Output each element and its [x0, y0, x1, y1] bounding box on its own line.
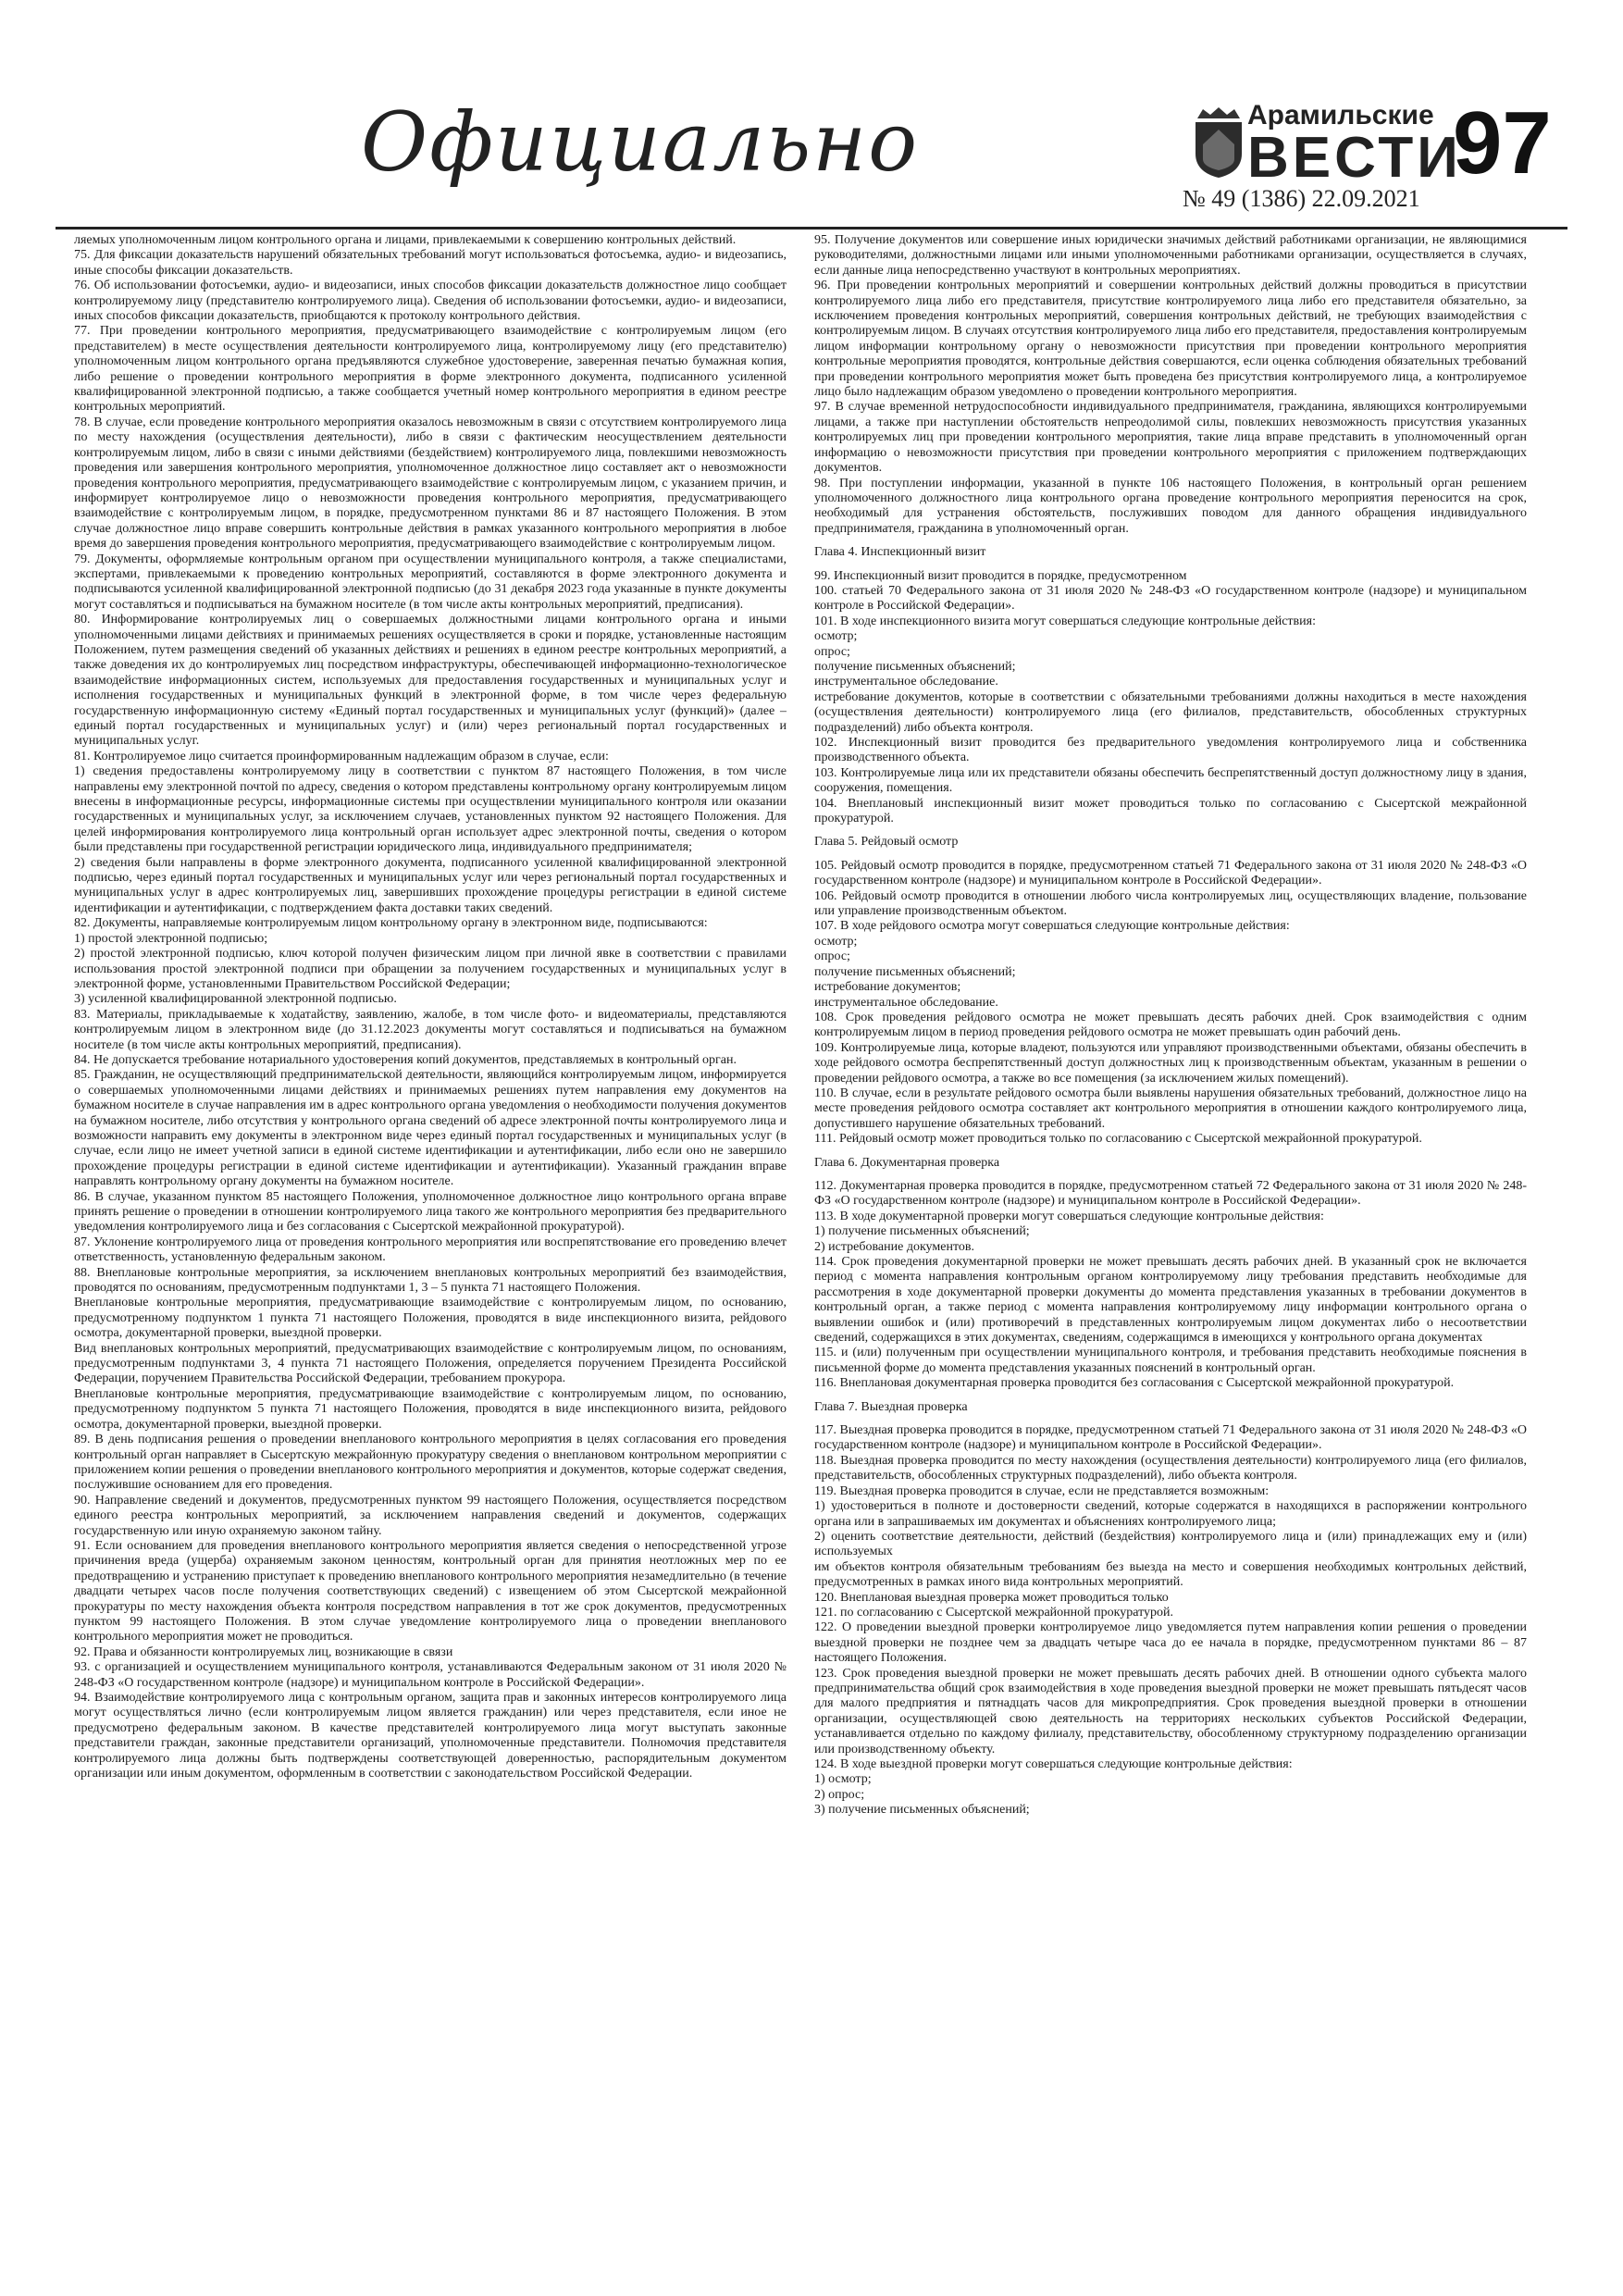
paragraph: опрос; — [814, 949, 850, 964]
page-number: 97 — [1453, 93, 1552, 192]
paragraph: 1) простой электронной подписью; — [74, 931, 268, 946]
paragraph: 100. статьей 70 Федерального закона от 31 июля 2020 № 248-ФЗ «О государственном контроле (надзоре) и муниципальном контроле в Российской Федерации». — [814, 583, 1527, 614]
paragraph: получение письменных объяснений; — [814, 659, 1016, 674]
masthead — [56, 56, 1567, 230]
paragraph: осмотр; — [814, 934, 858, 949]
paragraph: истребование документов, которые в соответствии с обязательными требованиями должны находиться в месте нахождения (осуществления деятельности) контролируемого лица (его филиалов, представительств, обособленных структурных подразделений) либо объекта контроля. — [814, 689, 1527, 735]
paragraph: Внеплановые контрольные мероприятия, предусматривающие взаимодействие с контролируемым лицом, по основанию, предусмотренному подпунктом 5 пункта 71 настоящего Положения, проводятся в виде инспекционного визита, рейдового осмотра, документарной проверки, выездной проверки. — [74, 1386, 787, 1432]
paragraph: 118. Выездная проверка проводится по месту нахождения (осуществления деятельности) контролируемого лица (его филиалов, представительств, обособленных структурных подразделений), либо объекта контроля. — [814, 1453, 1527, 1483]
paragraph: 94. Взаимодействие контролируемого лица с контрольным органом, защита прав и законных интересов контролируемого лица могут осуществляться лично (если контролируемым лицом является гражданин) или через представителя, если иное не предусмотрено федеральным законом. В качестве представителей контролируемого лица могут выступать законные представители граждан, законные представители организаций, уполномоченные представители. Полномочия представителя контролируемого лица должны быть подтверждены соответствующей доверенностью, распорядительным документом организации или иным документом, оформленным в соответствии с законодательством Российской Федерации. — [74, 1691, 787, 1781]
paragraph: 77. При проведении контрольного мероприятия, предусматривающего взаимодействие с контролируемым лицом (его представителем) в месте осуществления деятельности контролируемого лица, контролируемому лицу (его представителю) уполномоченным лицом контрольного органа предъявляются служебное удостоверение, заверенная печатью бумажная копия, либо решение о проведении контрольного мероприятия в форме электронного документа, подписанного усиленной квалифицированной электронной подписью, а также сообщается учетный номер контрольного мероприятия в едином реестре контрольных мероприятий. — [74, 324, 787, 415]
chapter-heading: Глава 6. Документарная проверка — [814, 1155, 1000, 1170]
paragraph: 2) истребование документов. — [814, 1239, 974, 1254]
paragraph: 101. В ходе инспекционного визита могут совершаться следующие контрольные действия: — [814, 614, 1316, 628]
paragraph: 104. Внеплановый инспекционный визит может проводиться только по согласованию с Сысертской межрайонной прокуратурой. — [814, 796, 1527, 826]
paragraph: 2) простой электронной подписью, ключ которой получен физическим лицом при личной явке в соответствии с правилами использования простой электронной подписи при обращении за получением государственных и муниципальных услуг в электронной форме, установленными Правительством Российской Федерации; — [74, 947, 787, 991]
paragraph: 75. Для фиксации доказательств нарушений обязательных требований могут использоваться фотосъемка, аудио- и видеозапись, иные способы фиксации доказательств. — [74, 248, 787, 278]
paragraph: 122. О проведении выездной проверки контролируемое лицо уведомляется путем направления копии решения о проведении выездной проверки не позднее чем за двадцать четыре часа до ее начала в порядке, предусмотренном пунктами 86 – 87 настоящего Положения. — [814, 1620, 1527, 1666]
paragraph: 84. Не допускается требование нотариального удостоверения копий документов, представляемых в контрольный орган. — [74, 1052, 737, 1067]
paragraph: 120. Внеплановая выездная проверка может проводиться только — [814, 1590, 1169, 1605]
paragraph: 112. Документарная проверка проводится в порядке, предусмотренном статьей 72 Федерального закона от 31 июля 2020 № 248-ФЗ «О государственном контроле (надзоре) и муниципальном контроле в Российской Федерации». — [814, 1178, 1527, 1209]
paragraph: 115. и (или) полученным при осуществлении муниципального контроля, и требования представить необходимые пояснения в письменной форме до момента представления указанных пояснений в контрольный орган. — [814, 1346, 1527, 1375]
paragraph: 105. Рейдовый осмотр проводится в порядке, предусмотренном статьей 71 Федерального закона от 31 июля 2020 № 248-ФЗ «О государственном контроле (надзоре) и муниципальном контроле в Российской Федерации». — [814, 858, 1527, 888]
paragraph: 111. Рейдовый осмотр может проводиться только по согласованию с Сысертской межрайонной прокуратурой. — [814, 1132, 1422, 1147]
paragraph: получение письменных объяснений; — [814, 964, 1016, 979]
logo-main-text: ВЕСТИ — [1247, 126, 1462, 190]
section-title: Официально — [361, 94, 920, 190]
paragraph: 1) получение письменных объяснений; — [814, 1224, 1030, 1239]
paragraph: 93. с организацией и осуществлением муниципального контроля, устанавливаются Федеральным законом от 31 июля 2020 № 248-ФЗ «О государственном контроле (надзоре) и муниципальном контроле в Российской Федерации». — [74, 1660, 787, 1690]
paragraph: ляемых уполномоченным лицом контрольного органа и лицами, привлекаемыми к совершению контрольных действий. — [74, 233, 737, 247]
paragraph: 2) оценить соответствие деятельности, действий (бездействия) контролируемого лица и (или) принадлежащих ему и (или) используемых — [814, 1529, 1527, 1559]
paragraph: осмотр; — [814, 629, 858, 644]
paragraph: 113. В ходе документарной проверки могут совершаться следующие контрольные действия: — [814, 1209, 1324, 1223]
left-column — [74, 233, 787, 2260]
paragraph: 95. Получение документов или совершение иных юридически значимых действий работниками организации, не являющимися руководителями, должностными лицами или иными уполномоченными работниками организации, осуществляется в случаях, если данные лица непосредственно участвуют в контрольных мероприятиях. — [814, 233, 1527, 278]
paragraph: 123. Срок проведения выездной проверки не может превышать десять рабочих дней. В отношении одного субъекта малого предпринимательства общий срок взаимодействия в ходе проведения выездной проверки не может превышать пятьдесят часов для малого предприятия и пятнадцать часов для микропредприятия. Срок проведения выездной проверки в отношении организации, осуществляющей свою деятельность на территориях нескольких субъектов Российской Федерации, устанавливается отдельно по каждому филиалу, представительству, обособленному структурному подразделению организации или производственному объекту. — [814, 1666, 1527, 1756]
paragraph: 108. Срок проведения рейдового осмотра не может превышать десять рабочих дней. Срок взаимодействия с одним контролируемым лицом в период проведения рейдового осмотра не может превышать один рабочий день. — [814, 1010, 1527, 1040]
paragraph: 82. Документы, направляемые контролируемым лицом контрольному органу в электронном виде, подписываются: — [74, 916, 708, 931]
paragraph: 98. При поступлении информации, указанной в пункте 106 настоящего Положения, в контрольный орган решением уполномоченного должностного лица контрольного органа проведение контрольного мероприятия переносится на срок, необходимый для устранения обстоятельств, послуживших поводом для данного обращения индивидуального предпринимателя, гражданина в уполномоченный орган. — [814, 476, 1527, 536]
chapter-heading: Глава 7. Выездная проверка — [814, 1399, 968, 1414]
paragraph: 99. Инспекционный визит проводится в порядке, предусмотренном — [814, 568, 1187, 583]
paragraph: 102. Инспекционный визит проводится без предварительного уведомления контролируемого лица и собственника производственного объекта. — [814, 736, 1527, 765]
chapter-heading: Глава 5. Рейдовый осмотр — [814, 835, 959, 850]
chapter-heading: Глава 4. Инспекционный визит — [814, 545, 986, 560]
paragraph: 1) осмотр; — [814, 1772, 872, 1787]
paragraph: 1) сведения предоставлены контролируемому лицу в соответствии с пунктом 87 настоящего Положения, в том числе направлены ему электронной почтой по адресу, сведения о котором представлены контрольному органу контролируемым лицом внесены в информационные ресурсы, информационные системы при осуществлении муниципального контроля или оказании государственных и муниципальных услуг, за исключением случаев, установленных пунктом 92 настоящего Положения. Для целей информирования контролируемого лица контрольный орган использует адрес электронной почты, сведения о котором были представлены при государственной регистрации юридического лица, индивидуального предпринимателя; — [74, 764, 787, 855]
paragraph: 103. Контролируемые лица или их представители обязаны обеспечить беспрепятственный доступ должностному лицу в здания, сооружения, помещения. — [814, 765, 1527, 796]
paragraph: опрос; — [814, 644, 850, 659]
paragraph: 89. В день подписания решения о проведении внепланового контрольного мероприятия в целях согласования его проведения контрольный орган направляет в Сысертскую межрайонную прокуратуру сведения о внеплановом контрольном мероприятии с приложением копии решения о проведении внепланового контрольного мероприятия и документов, которые содержат сведения, послужившие основанием для его проведения. — [74, 1433, 787, 1493]
paragraph: 110. В случае, если в результате рейдового осмотра были выявлены нарушения обязательных требований, должностное лицо на месте проведения рейдового осмотра составляет акт контрольного мероприятия в отношении каждого контролируемого лица, допустившего нарушение обязательных требований. — [814, 1086, 1527, 1131]
paragraph: 78. В случае, если проведение контрольного мероприятия оказалось невозможным в связи с отсутствием контролируемого лица по месту нахождения (осуществления деятельности), либо в связи с фактическим неосуществлением деятельности контролируемым лицом, либо в связи с иными действиями (бездействием) контролируемого лица, повлекшими невозможность проведения или завершения контрольного мероприятия, уполномоченное должностное лицо составляет акт о невозможности проведения контрольного мероприятия, предусматривающего взаимодействие с контролируемым лицом, с указанием причин, и информирует контролируемое лицо о невозможности проведения контрольного мероприятия, предусматривающего взаимодействие с контролируемым лицом, в порядке, предусмотренном пунктами 86 и 87 настоящего Положения. В этом случае должностное лицо вправе совершить контрольные действия в рамках указанного контрольного мероприятия в любое время до завершения проведения контрольного мероприятия, предусматривающего взаимодействие с контролируемым лицом. — [74, 415, 787, 552]
paragraph: 86. В случае, указанном пунктом 85 настоящего Положения, уполномоченное должностное лицо контрольного органа вправе принять решение о проведении в отношении контролируемого лица такого же контрольного мероприятия без предварительного уведомления контролируемого лица и без согласования с Сысертской межрайонной прокуратурой). — [74, 1189, 787, 1235]
paragraph: 124. В ходе выездной проверки могут совершаться следующие контрольные действия: — [814, 1757, 1293, 1771]
paragraph: 109. Контролируемые лица, которые владеют, пользуются или управляют производственными объектами, обязаны обеспечить в ходе рейдового осмотра беспрепятственный доступ должностных лиц к производственным объектам, указанным в решении о проведении рейдового осмотра, а также во все помещения (за исключением жилых помещений). — [814, 1040, 1527, 1086]
paragraph: им объектов контроля обязательным требованиям без выезда на место и совершения необходимых контрольных действий, предусмотренных в рамках иного вида контрольных мероприятий. — [814, 1559, 1527, 1590]
paragraph: 3) усиленной квалифицированной электронной подписью. — [74, 992, 397, 1007]
paragraph: 92. Права и обязанности контролируемых лиц, возникающие в связи — [74, 1644, 453, 1659]
paragraph: 97. В случае временной нетрудоспособности индивидуального предпринимателя, гражданина, являющихся контролируемыми лицами, а также при наступлении обстоятельств непреодолимой силы, повлекших невозможность присутствия указанных контролируемых лиц при проведении контрольного мероприятия, такие лица вправе представить в уполномоченный орган информацию о невозможности присутствия при проведении контрольного мероприятия с приложением подтверждающих документов. — [814, 400, 1527, 476]
paragraph: 2) сведения были направлены в форме электронного документа, подписанного усиленной квалифицированной электронной подписью, через единый портал государственных и муниципальных услуг или через региональный портал государственных и муниципальных услуг в адрес контролируемых лиц, завершивших прохождение процедуры регистрации в единой системе идентификации и аутентификации, с подтверждением факта доставки таких сведений. — [74, 855, 787, 915]
paragraph: 88. Внеплановые контрольные мероприятия, за исключением внеплановых контрольных мероприятий без взаимодействия, проводятся по основаниям, предусмотренным подпунктами 1, 3 – 5 пункта 71 настоящего Положения. — [74, 1265, 787, 1296]
paragraph: 76. Об использовании фотосъемки, аудио- и видеозаписи, иных способов фиксации доказательств должностное лицо сообщает контролируемому лицу (представителю контролируемого лица). Сведения об использовании фотосъемки, аудио- и видеозаписи, иных способов фиксации доказательств, приобщаются к протоколу контрольного действия. — [74, 279, 787, 324]
paragraph: 117. Выездная проверка проводится в порядке, предусмотренном статьей 71 Федерального закона от 31 июля 2020 № 248-ФЗ «О государственном контроле (надзоре) и муниципальном контроле в Российской Федерации». — [814, 1423, 1527, 1453]
article-body — [74, 233, 1527, 2260]
coat-of-arms-icon — [1194, 105, 1244, 180]
issue-info: № 49 (1386) 22.09.2021 — [1183, 185, 1420, 212]
paragraph: 121. по согласованию с Сысертской межрайонной прокуратурой. — [814, 1605, 1173, 1620]
paragraph: 1) удостовериться в полноте и достоверности сведений, которые содержатся в находящихся в распоряжении контрольного органа или в запрашиваемых им документах и объяснениях контролируемого лица; — [814, 1499, 1527, 1529]
paragraph: 85. Гражданин, не осуществляющий предпринимательской деятельности, являющийся контролируемым лицом, информируется о совершаемых уполномоченными лицами действиях и принимаемых решениях путем направления ему документов на бумажном носителе в случае направления им в адрес контрольного органа уведомления о необходимости получения документов на бумажном носителе, либо отсутствия у контрольного органа сведений об адресе электронной почты контролируемого лица и возможности направить ему документы в электронном виде через единый портал государственных и муниципальных услуг (в случае, если лицо не имеет учетной записи в единой системе идентификации и аутентификации, либо если оно не завершило прохождение процедуры регистрации в единой системе идентификации и аутентификации). Указанный гражданин вправе направлять контрольному органу документы на бумажном носителе. — [74, 1068, 787, 1189]
paragraph: 116. Внеплановая документарная проверка проводится без согласования с Сысертской межрайонной прокуратурой. — [814, 1376, 1455, 1391]
paragraph: инструментальное обследование. — [814, 675, 998, 689]
logo-top-text: Арамильские — [1247, 100, 1434, 130]
paragraph: 90. Направление сведений и документов, предусмотренных пунктом 99 настоящего Положения, осуществляется посредством единого реестра контрольных мероприятий, за исключением направления сведений и документов, содержащих государственную или иную охраняемую законом тайну. — [74, 1493, 787, 1538]
paragraph: Вид внеплановых контрольных мероприятий, предусматривающих взаимодействие с контролируемым лицом, по основаниям, предусмотренным подпунктами 3, 4 пункта 71 настоящего Положения, определяется поручением Президента Российской Федерации, поручением Правительства Российской Федерации, требованием прокурора. — [74, 1341, 787, 1386]
paragraph: 3) получение письменных объяснений; — [814, 1803, 1030, 1818]
paragraph: 80. Информирование контролируемых лиц о совершаемых должностными лицами контрольного органа и иными уполномоченными лицами действиях и принимаемых решениях осуществляется в сроки и порядке, установленные настоящим Положением, путем размещения сведений об указанных действиях и решениях в едином реестре контрольных мероприятий, а также доведения их до контролируемых лиц посредством инфраструктуры, обеспечивающей информационно-технологическое взаимодействие информационных систем, используемых для предоставления государственных и муниципальных услуг и исполнения государственных и муниципальных функций в электронной форме, в том числе через федеральную государственную информационную систему «Единый портал государственных и муниципальных услуг (функций)» (далее – единый портал государственных и муниципальных услуг) и (или) через региональный портал государственных и муниципальных услуг. — [74, 613, 787, 749]
paragraph: 114. Срок проведения документарной проверки не может превышать десять рабочих дней. В указанный срок не включается период с момента направления контрольным органом контролируемому лицу требования представить необходимые для рассмотрения в ходе документарной проверки документы до момента представления указанных в требовании документов в контрольный орган, а также период с момента направления контролируемому лицу информации контрольного органа о выявлении ошибок и (или) противоречий в представленных контролируемым лицом документах либо о несоответствии сведений, содержащихся в этих документах, сведениям, содержащимся в имеющихся у контрольного органа документах — [814, 1255, 1527, 1346]
paragraph: 81. Контролируемое лицо считается проинформированным надлежащим образом в случае, если: — [74, 749, 609, 763]
paragraph: 2) опрос; — [814, 1787, 865, 1802]
paragraph: 106. Рейдовый осмотр проводится в отношении любого числа контролируемых лиц, осуществляющих владение, пользование или управление производственным объектом. — [814, 888, 1527, 919]
right-column — [814, 233, 1527, 2260]
paragraph: 119. Выездная проверка проводится в случае, если не представляется возможным: — [814, 1483, 1270, 1498]
paragraph: 79. Документы, оформляемые контрольным органом при осуществлении муниципального контроля, а также специалистами, экспертами, привлекаемыми к проведению контрольных мероприятий, составляются в форме электронного документа и подписываются усиленной квалифицированной электронной подписью (до 31 декабря 2023 года указанные в пункте документы могут составляться и подписываться на бумажном носителе (в том числе акты контрольных мероприятий, предписания). — [74, 552, 787, 612]
paragraph: истребование документов; — [814, 980, 961, 995]
paragraph: 96. При проведении контрольных мероприятий и совершении контрольных действий должны проводиться в присутствии контролируемого лица либо его представителя, присутствие контролируемого лица либо его представителя обязательно, за исключением проведения контрольных мероприятий, совершения контрольных действий, не требующих взаимодействия с контролируемым лицом. В случаях отсутствия контролируемого лица либо его представителя, предоставления контролируемым лицом информации контрольному органу о невозможности присутствия при проведении контрольного мероприятия контрольные мероприятия проводятся, контрольные действия совершаются, если оценка соблюдения обязательных требований при проведении контрольного мероприятия может быть проведена без присутствия контролируемого лица, а контролируемое лицо было надлежащим образом уведомлено о проведении контрольного мероприятия. — [814, 279, 1527, 400]
paragraph: 87. Уклонение контролируемого лица от проведения контрольного мероприятия или воспрепятствование его проведению влечет ответственность, установленную федеральным законом. — [74, 1235, 787, 1265]
paragraph: инструментальное обследование. — [814, 995, 998, 1010]
paragraph: 83. Материалы, прикладываемые к ходатайству, заявлению, жалобе, в том числе фото- и видеоматериалы, представляются контролируемым лицом в электронном виде (до 31.12.2023 документы могут составляться и подписываться на бумажном носителе (в том числе акты контрольных мероприятий, предписания). — [74, 1007, 787, 1052]
paragraph: Внеплановые контрольные мероприятия, предусматривающие взаимодействие с контролируемым лицом, по основанию, предусмотренному подпунктом 1 пункта 71 настоящего Положения, проводятся в виде инспекционного визита, рейдового осмотра, документарной проверки, выездной проверки. — [74, 1296, 787, 1341]
paragraph: 107. В ходе рейдового осмотра могут совершаться следующие контрольные действия: — [814, 919, 1290, 934]
paragraph: 91. Если основанием для проведения внепланового контрольного мероприятия является сведения о непосредственной угрозе причинения вреда (ущерба) охраняемым законом ценностям, контрольный орган для принятия неотложных мер по ее предотвращению и устранению приступает к проведению внепланового контрольного мероприятия незамедлительно (в течение двадцати четырех часов после получения соответствующих сведений) с извещением об этом Сысертской межрайонной прокуратуры по месту нахождения объекта контроля посредством направления в тот же срок документов, предусмотренных пунктом 99 настоящего Положения. В этом случае уведомление контролируемого лица о проведении внепланового контрольного мероприятия может не проводиться. — [74, 1538, 787, 1644]
